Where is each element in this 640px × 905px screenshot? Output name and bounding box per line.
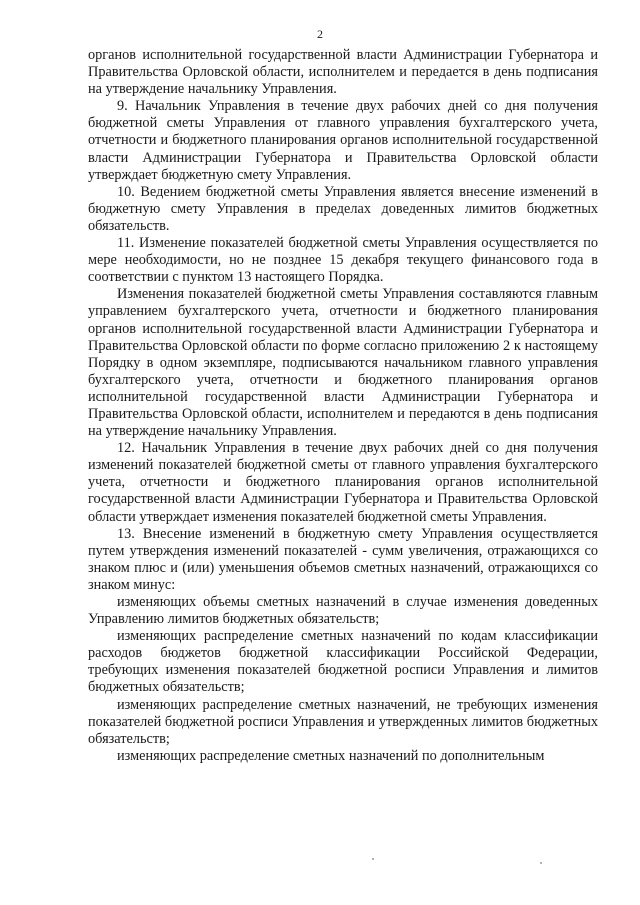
list-item-additional: изменяющих распределение сметных назначений по дополнительным: [117, 747, 545, 764]
paragraph-changes-composition: Изменения показателей бюджетной сметы Управления составляются главным управлением бухгалтерского учета, отчетности и бюджетного планирования органов исполнительной государственной власти Администрации Губернатора и Правительства Орловской области по форме согласно приложению 2 к настоящему Порядку в одном экземпляре, подписываются начальником главного управления бухгалтерского учета, отчетности и бюджетного планирования органов исполнительной государственной власти Администрации Губернатора и Правительства Орловской области, исполнителем и передаются в день подписания на утверждение начальнику Управления.: [88, 286, 598, 440]
list-item-volumes: изменяющих объемы сметных назначений в случае изменения доведенных Управлению лимитов бюджетных обязательств;: [88, 594, 598, 628]
paragraph-continuation: органов исполнительной государственной власти Администрации Губернатора и Правительства Орловской области, исполнителем и передается в день подписания на утверждение начальнику Управления.: [88, 47, 598, 98]
list-item-not-requiring: изменяющих распределение сметных назначений, не требующих изменения показателей бюджетной росписи Управления и утвержденных лимитов бюджетных обязательств;: [88, 696, 598, 747]
paragraph-item-11: 11. Изменение показателей бюджетной сметы Управления осуществляется по мере необходимости, но не позднее 15 декабря текущего финансового года в соответствии с пунктом 13 настоящего Порядка.: [88, 235, 598, 286]
scan-speck: [540, 862, 542, 864]
page-number: 2: [317, 27, 323, 41]
paragraph-item-13: 13. Внесение изменений в бюджетную смету Управления осуществляется путем утверждения изменений показателей - сумм увеличения, отражающихся со знаком плюс и (или) уменьшения объемов сметных назначений, отражающихся со знаком минус:: [88, 525, 598, 593]
paragraph-item-12: 12. Начальник Управления в течение двух рабочих дней со дня получения изменений показателей бюджетной сметы от главного управления бухгалтерского учета, отчетности и бюджетного планирования органов исполнительной государственной власти Администрации Губернатора и Правительства Орловской области утверждает изменения показателей бюджетной сметы Управления.: [88, 440, 598, 525]
document-body: [88, 47, 598, 765]
paragraph-item-10: 10. Ведением бюджетной сметы Управления является внесение изменений в бюджетную смету Управления в пределах доведенных лимитов бюджетных обязательств.: [88, 183, 598, 234]
list-item-classification: изменяющих распределение сметных назначений по кодам классификации расходов бюджетов бюджетной классификации Российской Федерации, требующих изменения показателей бюджетной росписи Управления и лимитов бюджетных обязательств;: [88, 628, 598, 696]
scan-speck: [372, 858, 374, 860]
paragraph-item-9: 9. Начальник Управления в течение двух рабочих дней со дня получения бюджетной сметы Управления от главного управления бухгалтерского учета, отчетности и бюджетного планирования органов исполнительной государственной власти Администрации Губернатора и Правительства Орловской области утверждает бюджетную смету Управления.: [88, 98, 598, 183]
